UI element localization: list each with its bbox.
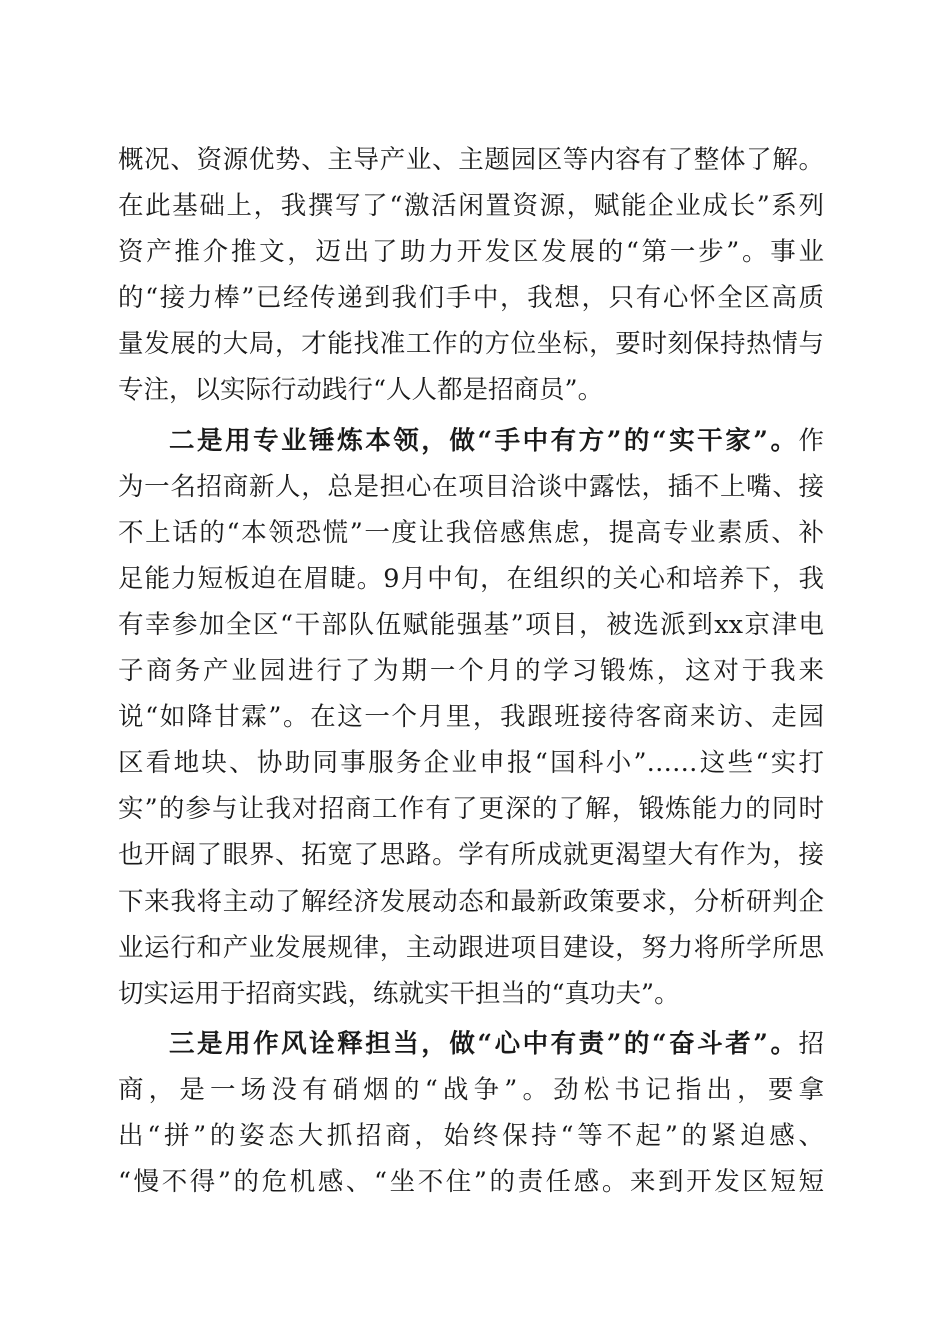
paragraph-lead: 二是用专业锤炼本领，做“手中有方”的“实干家”。 (169, 425, 799, 456)
paragraph-1 (118, 137, 824, 414)
paragraph-first-line (118, 418, 824, 464)
paragraph-line: 量发展的大局，才能找准工作的方位坐标，要时刻保持热情与 (118, 329, 824, 360)
paragraph-line: 子商务产业园进行了为期一个月的学习锻炼，这对于我来 (118, 656, 824, 687)
paragraph-line: 下来我将主动了解经济发展动态和最新政策要求，分析研判企 (118, 886, 824, 917)
paragraph-line: 有幸参加全区“干部队伍赋能强基”项目，被选派到xx京津电 (118, 609, 824, 640)
paragraph-line: 商，是一场没有硝烟的“战争”。劲松书记指出，要拿 (118, 1074, 824, 1105)
paragraph-line: 足能力短板迫在眉睫。9月中旬，在组织的关心和培养下，我 (118, 563, 824, 594)
paragraph-first-line (118, 1021, 824, 1067)
paragraph-line: 区看地块、协助同事服务企业申报“国科小”……这些“实打 (118, 748, 824, 779)
paragraph-line: 的“接力棒”已经传递到我们手中，我想，只有心怀全区高质 (118, 283, 824, 314)
paragraph-line: 资产推介推文，迈出了助力开发区发展的“第一步”。事业 (118, 237, 824, 268)
paragraph-line: 切实运用于招商实践，练就实干担当的“真功夫”。 (118, 978, 680, 1009)
paragraph-2 (118, 418, 824, 1017)
paragraph-3 (118, 1021, 824, 1205)
paragraph-line: 说“如降甘霖”。在这一个月里，我跟班接待客商来访、走园 (118, 702, 824, 733)
paragraph-line: 在此基础上，我撰写了“激活闲置资源，赋能企业成长”系列 (118, 191, 824, 222)
paragraph-line: 概况、资源优势、主导产业、主题园区等内容有了整体了解。 (118, 145, 824, 175)
paragraph-lead-tail: 作 (798, 425, 824, 456)
paragraph-line: 也开阔了眼界、拓宽了思路。学有所成就更渴望大有作为，接 (118, 840, 824, 871)
paragraph-line: “慢不得”的危机感、“坐不住”的责任感。来到开发区短短 (118, 1167, 824, 1198)
paragraph-line: 业运行和产业发展规律，主动跟进项目建设，努力将所学所思 (118, 932, 824, 963)
paragraph-line: 出“拼”的姿态大抓招商，始终保持“等不起”的紧迫感、 (118, 1120, 824, 1151)
document-body (118, 137, 824, 1205)
paragraph-lead-tail: 招 (798, 1028, 824, 1059)
paragraph-line: 专注，以实际行动践行“人人都是招商员”。 (118, 375, 604, 406)
paragraph-line: 为一名招商新人，总是担心在项目洽谈中露怯，插不上嘴、接 (118, 471, 824, 502)
paragraph-lead: 三是用作风诠释担当，做“心中有责”的“奋斗者”。 (169, 1028, 799, 1059)
paragraph-line: 不上话的“本领恐慌”一度让我倍感焦虑，提高专业素质、补 (118, 517, 824, 548)
paragraph-line: 实”的参与让我对招商工作有了更深的了解，锻炼能力的同时 (118, 794, 824, 825)
